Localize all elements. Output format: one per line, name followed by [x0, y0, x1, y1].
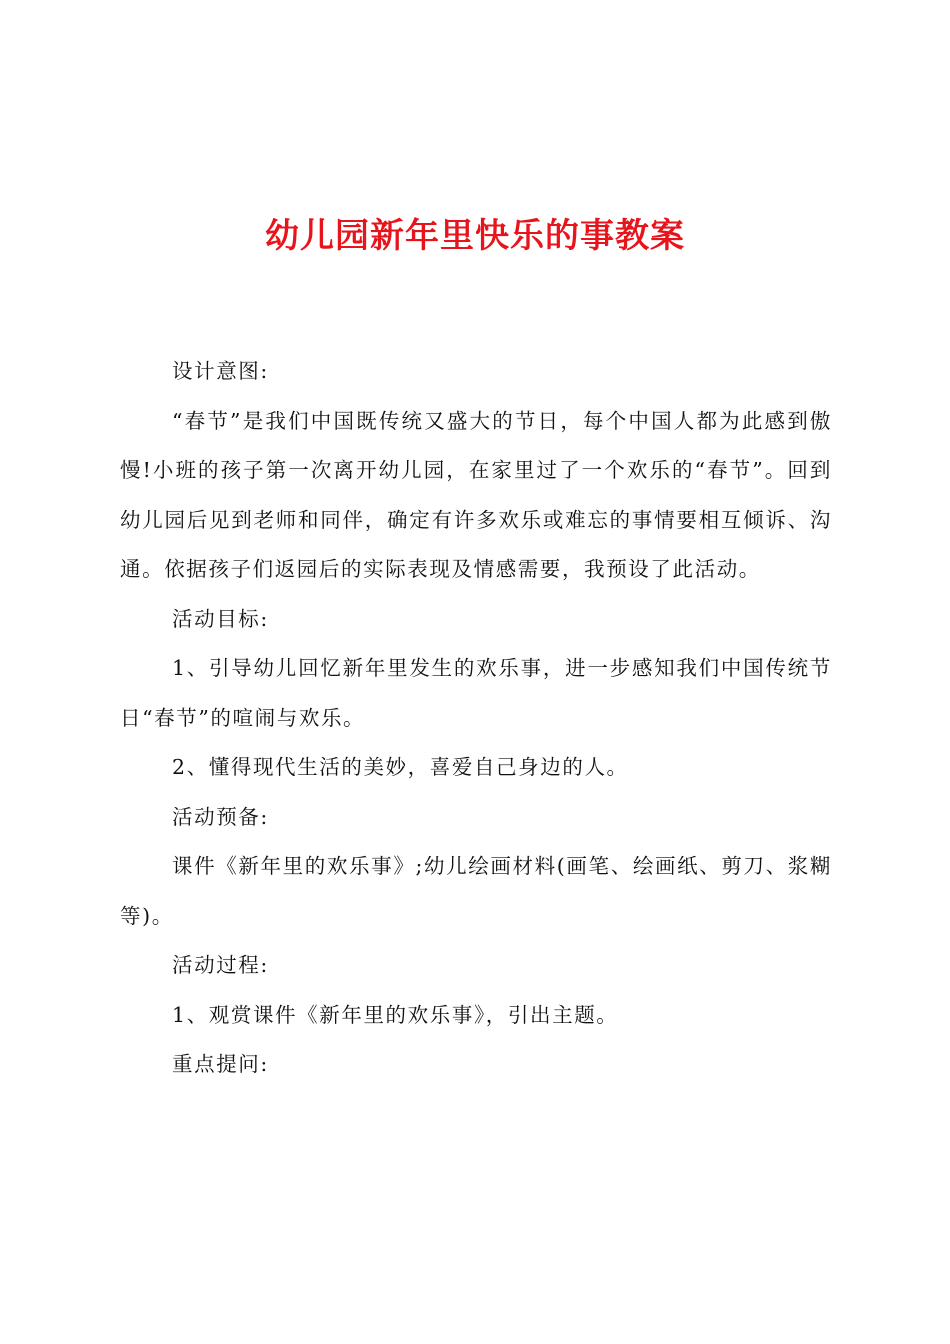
section-heading-key-questions: 重点提问: [172, 1052, 269, 1076]
section-heading-process: 活动过程: [172, 953, 269, 977]
process-item-1: 1、观赏课件《新年里的欢乐事》，引出主题。 [172, 1002, 619, 1027]
section-heading-design-intent: 设计意图: [172, 359, 269, 383]
section-heading-goals: 活动目标: [172, 606, 269, 631]
paragraph-preparation: 课件《新年里的欢乐事》;幼儿绘画材料(画笔、绘画纸、剪刀、浆糊等)。 [120, 854, 832, 928]
paragraph-design-intent: “春节”是我们中国既传统又盛大的节日，每个中国人都为此感到傲慢!小班的孩子第一次离开幼儿园，在家里过了一个欢乐的“春节”。回到幼儿园后见到老师和同伴，确定有许多欢乐或难忘的事情要相互倾诉、沟通。依据孩子们返园后的实际表现及情感需要，我预设了此活动。 [120, 408, 832, 581]
goal-item-2: 2、懂得现代生活的美妙，喜爱自己身边的人。 [172, 755, 629, 779]
document-title: 幼儿园新年里快乐的事教案 [265, 216, 685, 256]
document-body [120, 347, 832, 1090]
section-heading-preparation: 活动预备: [172, 804, 269, 829]
goal-item-1: 1、引导幼儿回忆新年里发生的欢乐事，进一步感知我们中国传统节日“春节”的喧闹与欢乐。 [120, 656, 832, 730]
